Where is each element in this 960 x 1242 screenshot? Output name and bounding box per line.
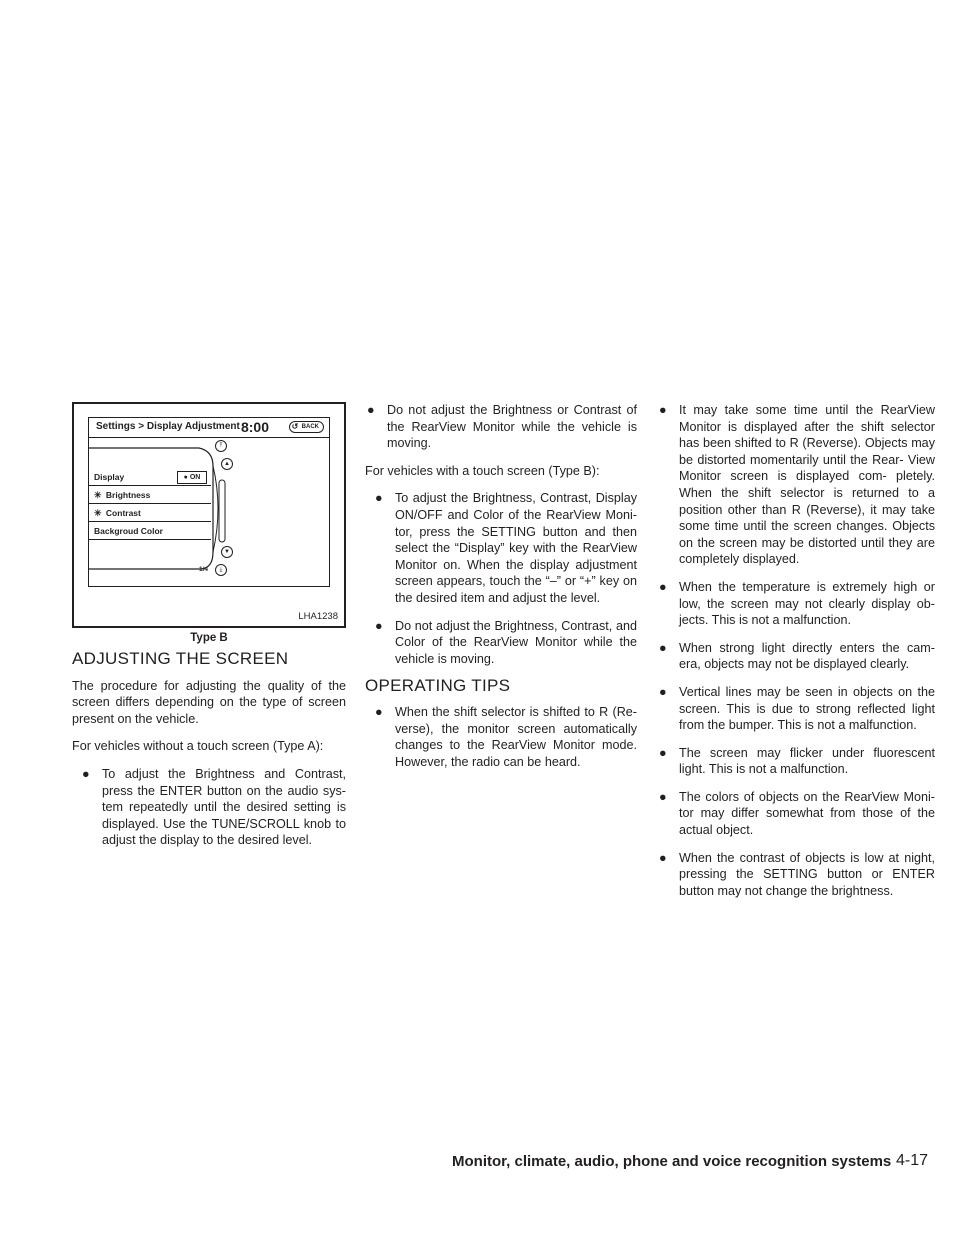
clock: 8:00 (240, 419, 269, 435)
menu-item-label: Brightness (105, 490, 151, 500)
bullet-text: To adjust the Brightness and Contrast, press the ENTER button on the audio sys- tem repeatedly until the desired setting is displayed. Use the TUNE/SCROLL knob to adjust the display to the desired level. (102, 766, 346, 848)
bullet-icon: ● (375, 491, 383, 506)
list-item (373, 618, 637, 668)
contrast-icon: ✳ (94, 508, 102, 518)
bullet-text: It may take some time until the RearView Monitor is displayed after the shift selector has been shifted to R (Reverse). Objects may be distorted momentarily until the Rear- View Monitor screen is displayed com- pletely. When the shift selector is returned to a position other than R (Reverse), it may take some time until the screen changes. Objects on the screen may be distorted until they are completely displayed. (679, 403, 935, 567)
type-a-label: For vehicles without a touch screen (Type A): (72, 739, 324, 754)
back-label: BACK (301, 424, 319, 430)
display-adjustment-figure (72, 402, 346, 628)
bullet-text: To adjust the Brightness, Contrast, Display ON/OFF and Color of the RearView Moni- tor, press the SETTING button and then select the “Display” key with the RearView Monitor on. When the display adjustment screen appears, touch the “–” or “+” key on the desired item and adjust the level. (395, 491, 637, 605)
bullet-icon: ● (659, 789, 667, 804)
screen-title: Settings > Display Adjustment (96, 421, 240, 432)
menu-item-brightness (89, 486, 211, 504)
footer-section-title: Monitor, climate, audio, phone and voice recognition systems (452, 1153, 892, 1170)
list-item (80, 766, 346, 849)
bullet-icon: ● (659, 850, 667, 865)
bullet-icon: ● (659, 403, 667, 417)
settings-screen (88, 417, 330, 587)
scroll-down-icon: ▼ (221, 546, 233, 558)
menu-item-label: Backgroud Color (94, 526, 163, 536)
bullet-text: When the contrast of objects is low at night, pressing the SETTING button or ENTER button may not change the brightness. (679, 850, 935, 898)
scroll-top-icon: ⤒ (215, 440, 227, 452)
list-item (657, 640, 935, 673)
page-number: 4-17 (896, 1152, 929, 1169)
type-b-label: For vehicles with a touch screen (Type B): (365, 463, 600, 478)
column-1 (72, 651, 346, 860)
bullet-icon: ● (659, 684, 667, 699)
bullet-icon: ● (367, 403, 375, 417)
list-item (373, 490, 637, 606)
list-item (657, 684, 935, 734)
list-item (657, 850, 935, 900)
bullet-text: Do not adjust the Brightness, Contrast, and Color of the RearView Monitor while the vehicle is moving. (395, 618, 637, 666)
scroll-up-icon: ▲ (221, 458, 233, 470)
list-item (657, 579, 935, 629)
on-badge (177, 471, 207, 484)
menu-item-label: Display (94, 472, 125, 482)
bullet-text: When strong light directly enters the cam- era, objects may not be displayed clearly. (679, 640, 935, 672)
list-item (657, 745, 935, 778)
scroll-bottom-icon: ⤓ (215, 564, 227, 576)
list-item (373, 704, 637, 770)
bullet-icon: ● (659, 640, 667, 655)
bullet-icon: ● (659, 579, 667, 594)
bullet-icon: ● (659, 745, 667, 760)
column-2 (365, 402, 637, 781)
bullet-text: The screen may flicker under fluorescent light. This is not a malfunction. (679, 745, 935, 777)
figure-caption: Type B (190, 632, 228, 644)
brightness-icon: ✳ (94, 490, 102, 500)
menu-item-display (89, 468, 211, 486)
bullet-icon: ● (375, 618, 383, 633)
section-heading-adjusting-screen: ADJUSTING THE SCREEN (72, 649, 289, 668)
list-item (365, 402, 637, 452)
on-indicator-icon: ● (183, 474, 188, 481)
bullet-text: When the shift selector is shifted to R (Re- verse), the monitor screen automatically changes to the RearView Monitor mode. However, the radio can be heard. (395, 704, 637, 769)
section-heading-operating-tips: OPERATING TIPS (365, 676, 511, 696)
column-3 (657, 402, 935, 910)
bullet-text: Vertical lines may be seen in objects on the screen. This is due to strong reflected light from the bumper. This is not a malfunction. (679, 684, 935, 733)
bullet-icon: ● (82, 766, 90, 781)
page-indicator: 1/4 (199, 566, 209, 573)
list-item (657, 789, 935, 839)
bullet-text: When the temperature is extremely high or low, the screen may not clearly display ob- jects. This is not a malfunction. (679, 579, 935, 628)
bullet-text: Do not adjust the Brightness or Contrast of the RearView Monitor while the vehicle is moving. (387, 403, 637, 451)
list-item (657, 402, 935, 568)
bullet-text: The colors of objects on the RearView Moni- tor may differ somewhat from those of the actual object. (679, 789, 935, 838)
intro-paragraph: The procedure for adjusting the quality of the screen differs depending on the type of screen present on the vehicle. (72, 678, 346, 726)
menu-item-contrast (89, 504, 211, 522)
figure-code: LHA1238 (298, 611, 338, 622)
menu-item-background-color (89, 522, 211, 540)
bullet-icon: ● (375, 704, 383, 719)
menu-item-label: Contrast (105, 508, 141, 518)
back-arrow-icon: ↺ (291, 422, 299, 431)
on-label: ON (189, 474, 201, 481)
